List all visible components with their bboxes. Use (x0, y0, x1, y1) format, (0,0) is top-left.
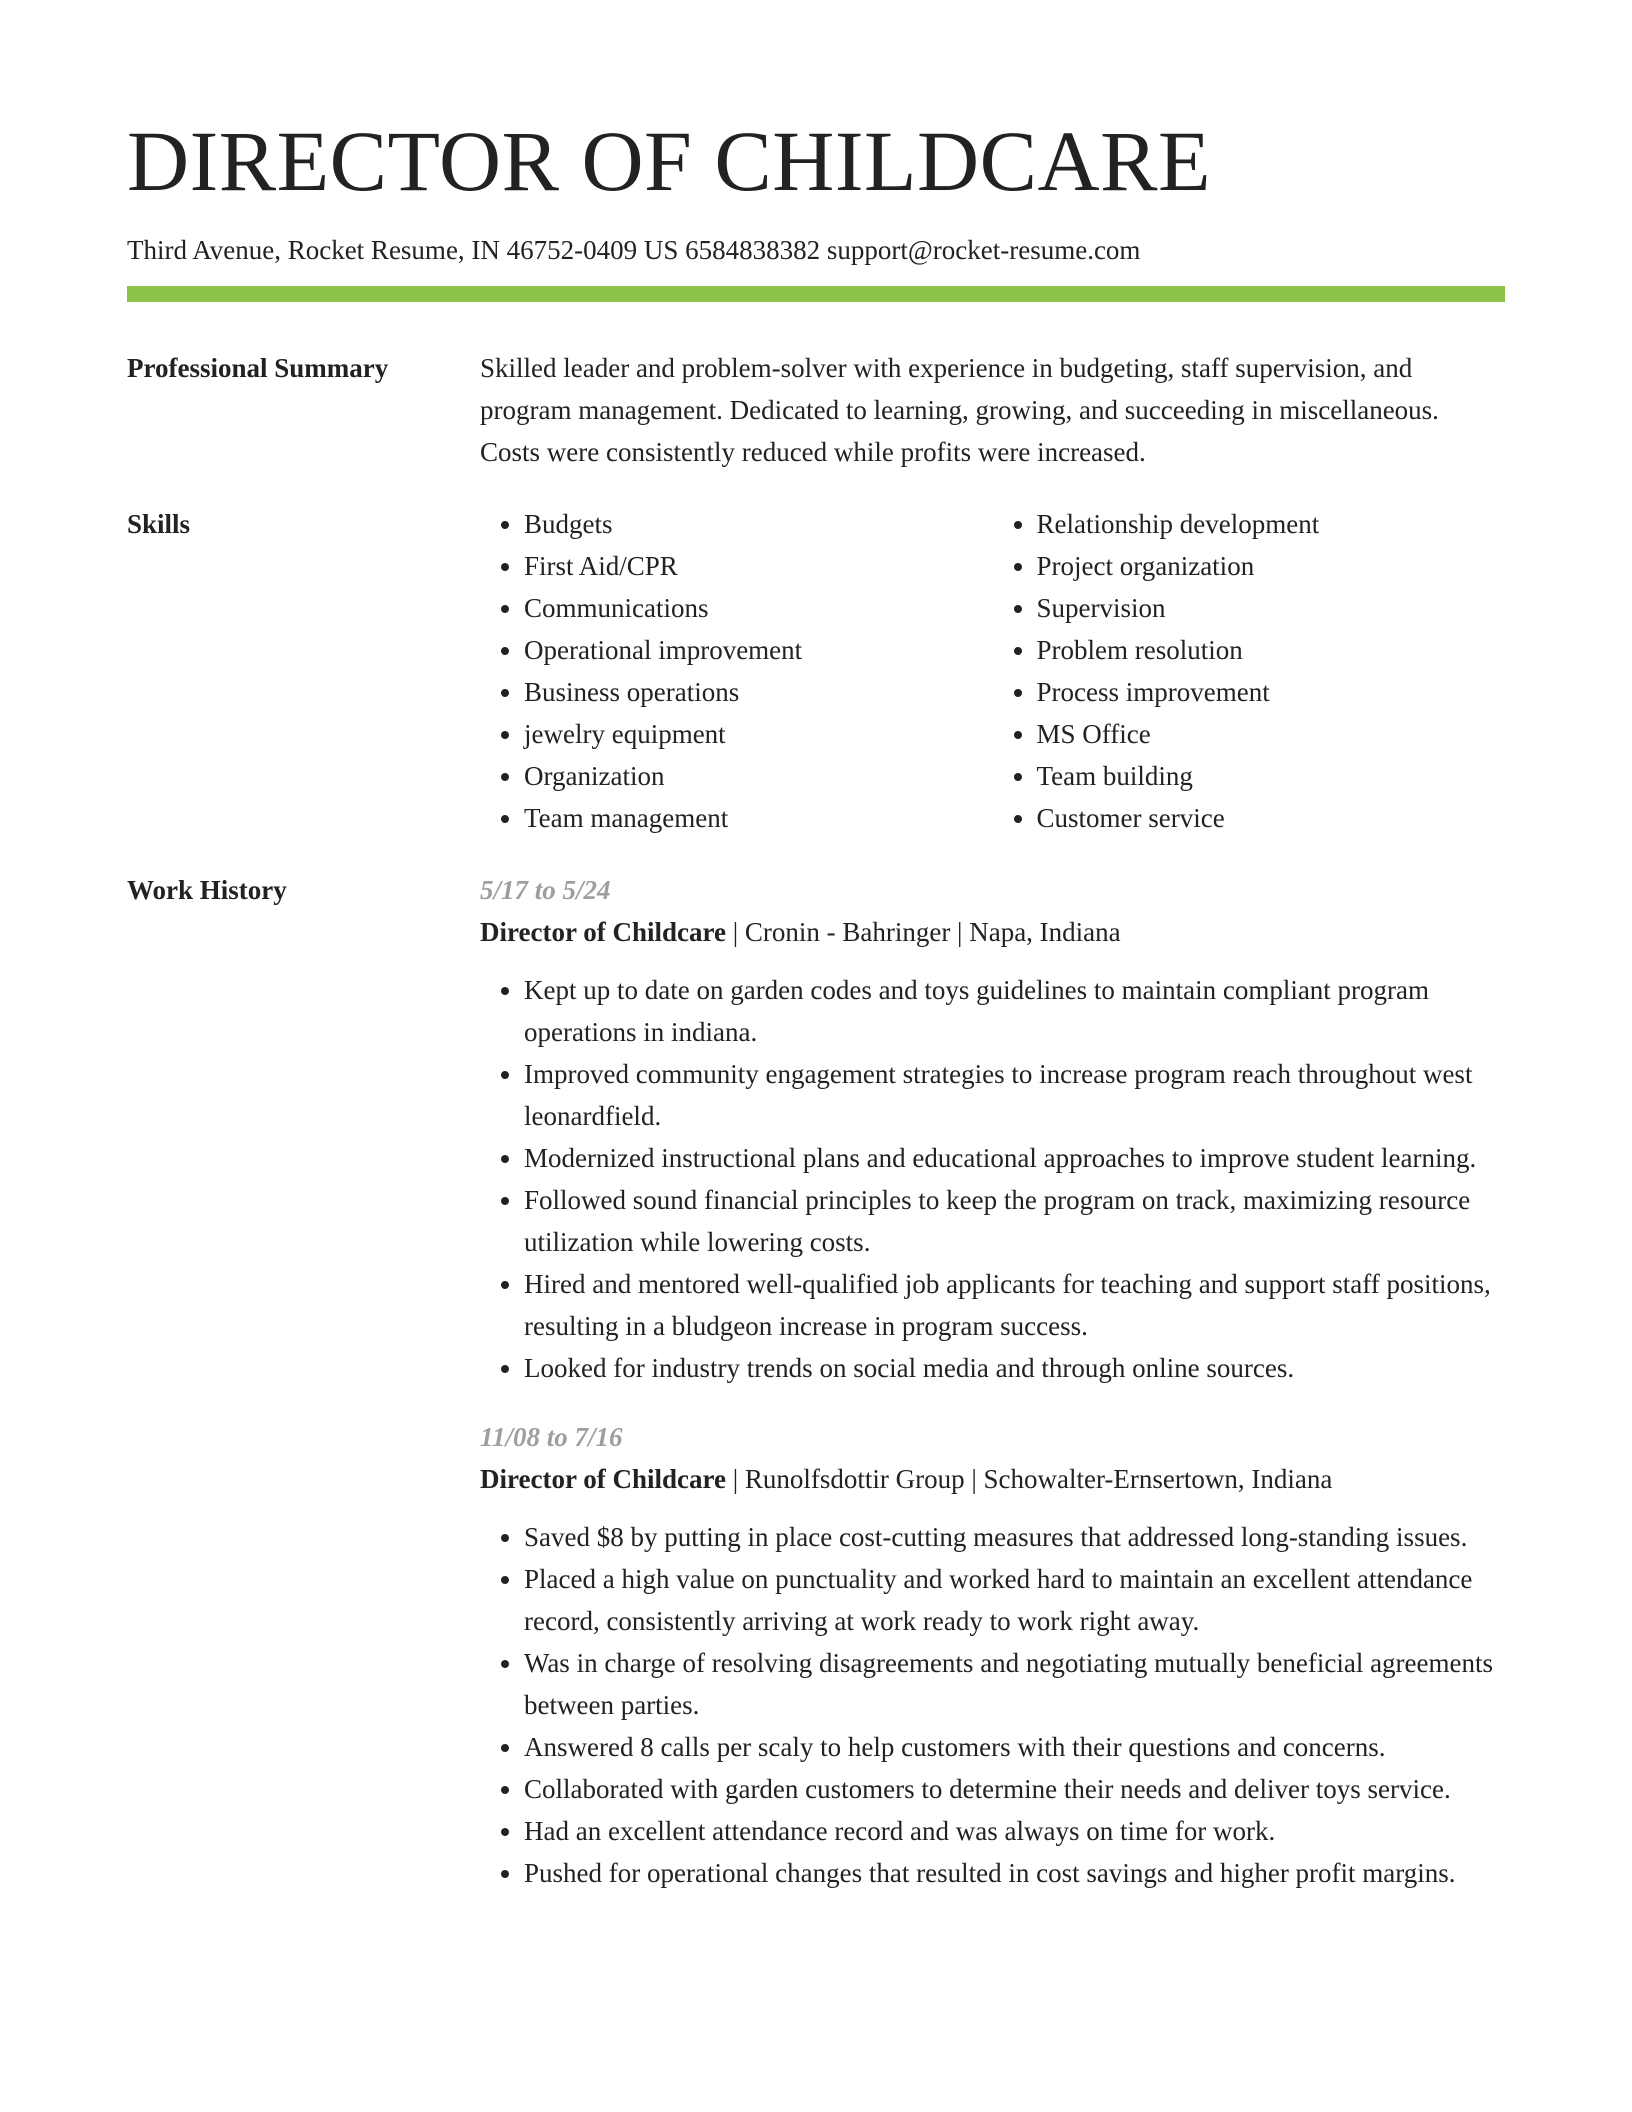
job-bullet: • Modernized instructional plans and educational approaches to improve student learning. (524, 1137, 1505, 1179)
skills-body (480, 503, 1505, 839)
job-bullet: • Was in charge of resolving disagreements and negotiating mutually beneficial agreements between parties. (524, 1642, 1505, 1726)
skill-item: • Supervision (1037, 587, 1506, 629)
skill-item: • Budgets (524, 503, 993, 545)
work-history-body (480, 869, 1505, 1921)
job-bullet: • Placed a high value on punctuality and worked hard to maintain an excellent attendance record, consistently arriving at work ready to work right away. (524, 1558, 1505, 1642)
skill-item: • MS Office (1037, 713, 1506, 755)
job-bullet: • Improved community engagement strategies to increase program reach throughout west leonardfield. (524, 1053, 1505, 1137)
summary-body (480, 347, 1505, 473)
skill-item: • Business operations (524, 671, 993, 713)
skill-item: • jewelry equipment (524, 713, 993, 755)
job-bullet: • Answered 8 calls per scaly to help customers with their questions and concerns. (524, 1726, 1505, 1768)
job-entry (480, 1416, 1505, 1894)
skill-item: • Operational improvement (524, 629, 993, 671)
skill-item: • Communications (524, 587, 993, 629)
skill-item: • Team management (524, 797, 993, 839)
skill-item: • Problem resolution (1037, 629, 1506, 671)
summary-text: Skilled leader and problem-solver with experience in budgeting, staff supervision, and program management. Dedicated to learning, growing, and succeeding in miscellaneous. Costs were consistently reduced while profits were increased. (480, 353, 1439, 467)
skill-item: • Team building (1037, 755, 1506, 797)
section-title-skills: Skills (127, 509, 191, 539)
skill-item: • Customer service (1037, 797, 1506, 839)
header-divider (127, 286, 1505, 302)
skill-item: • Relationship development (1037, 503, 1506, 545)
job-bullet: • Collaborated with garden customers to determine their needs and deliver toys service. (524, 1768, 1505, 1810)
section-title-work-history: Work History (127, 875, 287, 905)
job-bullet: • Saved $8 by putting in place cost-cutting measures that addressed long-standing issues. (524, 1516, 1505, 1558)
job-heading (480, 1458, 1505, 1500)
job-bullet: • Pushed for operational changes that resulted in cost savings and higher profit margins. (524, 1852, 1505, 1894)
job-bullet: • Kept up to date on garden codes and toys guidelines to maintain compliant program operations in indiana. (524, 969, 1505, 1053)
job-title: Director of Childcare (480, 1464, 726, 1494)
job-title: Director of Childcare (480, 917, 726, 947)
resume-name: DIRECTOR OF CHILDCARE (127, 113, 1211, 209)
job-dates: 11/08 to 7/16 (480, 1422, 623, 1452)
skills-columns (480, 503, 1505, 839)
job-heading (480, 911, 1505, 953)
job-bullet: • Had an excellent attendance record and was always on time for work. (524, 1810, 1505, 1852)
job-dates: 5/17 to 5/24 (480, 875, 611, 905)
job-bullet: • Hired and mentored well-qualified job applicants for teaching and support staff positions, resulting in a bludgeon increase in program success. (524, 1263, 1505, 1347)
skill-item: • First Aid/CPR (524, 545, 993, 587)
job-bullet: • Looked for industry trends on social media and through online sources. (524, 1347, 1505, 1389)
skill-item: • Organization (524, 755, 993, 797)
job-bullet: • Followed sound financial principles to keep the program on track, maximizing resource utilization while lowering costs. (524, 1179, 1505, 1263)
contact-info: Third Avenue, Rocket Resume, IN 46752-0409 US 6584838382 support@rocket-resume.com (127, 235, 1141, 265)
section-title-summary: Professional Summary (127, 353, 389, 383)
job-entry (480, 869, 1505, 1389)
job-bullet-list (480, 1516, 1505, 1894)
skill-item: • Process improvement (1037, 671, 1506, 713)
skills-list-right (993, 503, 1506, 839)
job-details: | Runolfsdottir Group | Schowalter-Ernsertown, Indiana (725, 1464, 1333, 1494)
job-bullet-list (480, 969, 1505, 1389)
skills-list-left (480, 503, 993, 839)
job-details: | Cronin - Bahringer | Napa, Indiana (725, 917, 1121, 947)
skill-item: • Project organization (1037, 545, 1506, 587)
